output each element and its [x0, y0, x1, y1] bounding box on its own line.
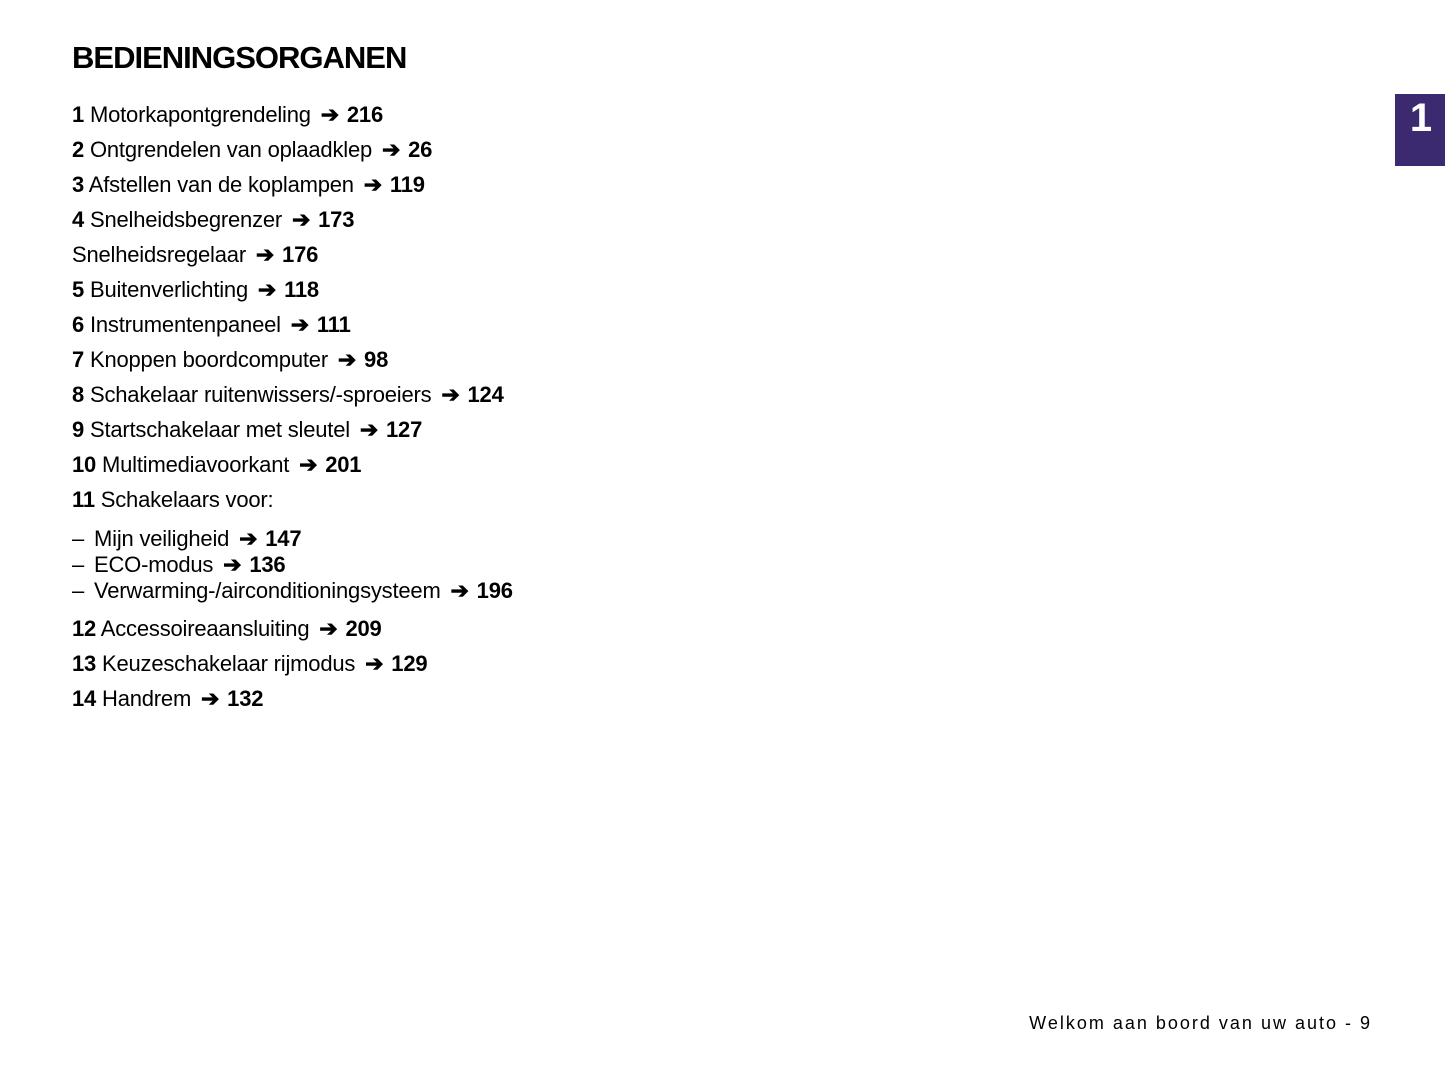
list-item	[72, 98, 513, 133]
arrow-right-icon: ➔	[223, 552, 242, 577]
list-item	[72, 308, 513, 343]
list-item	[72, 448, 513, 483]
arrow-right-icon: ➔	[319, 616, 338, 641]
item-label: Accessoireaansluiting	[100, 616, 310, 641]
item-number: 7	[72, 347, 85, 372]
arrow-right-icon: ➔	[363, 172, 382, 197]
list-item	[72, 203, 513, 238]
list-item	[72, 378, 513, 413]
page-footer: Welkom aan boord van uw auto - 9	[1029, 1013, 1372, 1033]
arrow-right-icon: ➔	[290, 312, 309, 337]
item-number: 9	[72, 417, 85, 442]
item-number: 5	[72, 277, 85, 302]
arrow-right-icon: ➔	[257, 277, 277, 302]
item-number: 13	[72, 651, 97, 676]
arrow-right-icon: ➔	[337, 347, 357, 372]
item-label: Schakelaars voor:	[100, 487, 274, 512]
page-reference[interactable]: 129	[391, 651, 428, 676]
item-number: 14	[72, 686, 97, 711]
arrow-right-icon: ➔	[239, 526, 258, 551]
page-reference[interactable]: 26	[408, 137, 433, 162]
arrow-right-icon: ➔	[381, 137, 401, 162]
page-reference[interactable]: 132	[227, 686, 264, 711]
item-number: 12	[72, 616, 97, 641]
arrow-right-icon: ➔	[320, 102, 339, 127]
item-number: 2	[72, 137, 85, 162]
item-number: 10	[72, 452, 97, 477]
arrow-right-icon: ➔	[201, 686, 220, 711]
controls-list	[72, 98, 513, 717]
item-label: Buitenverlichting	[89, 277, 248, 302]
item-number: 8	[72, 382, 85, 407]
page-reference[interactable]: 136	[249, 552, 286, 577]
item-label: Ontgrendelen van oplaadklep	[89, 137, 373, 162]
arrow-right-icon: ➔	[299, 452, 318, 477]
sub-list-item	[72, 552, 513, 578]
list-item	[72, 612, 513, 647]
dash-bullet: –	[72, 552, 85, 577]
list-item	[72, 682, 513, 717]
item-label: Knoppen boordcomputer	[89, 347, 328, 372]
item-label: Instrumentenpaneel	[89, 312, 281, 337]
dash-bullet: –	[72, 526, 85, 551]
page-reference[interactable]: 209	[345, 616, 382, 641]
item-label: Schakelaar ruitenwissers/-sproeiers	[89, 382, 432, 407]
page-reference[interactable]: 111	[316, 312, 351, 337]
item-number: 1	[72, 102, 85, 127]
page-reference[interactable]: 98	[364, 347, 389, 372]
arrow-right-icon: ➔	[291, 207, 311, 232]
sub-list-item	[72, 578, 513, 604]
item-label: Snelheidsregelaar	[72, 242, 246, 267]
list-item	[72, 413, 513, 448]
item-label: Keuzeschakelaar rijmodus	[102, 651, 356, 676]
sub-item-label: Mijn veiligheid	[94, 526, 230, 551]
arrow-right-icon: ➔	[441, 382, 460, 407]
page-reference[interactable]: 124	[467, 382, 504, 407]
item-label: Snelheidsbegrenzer	[89, 207, 283, 232]
page-reference[interactable]: 176	[282, 242, 319, 267]
item-number: 6	[72, 312, 85, 337]
item-label: Startschakelaar met sleutel	[89, 417, 350, 442]
item-number: 3	[72, 172, 85, 197]
chapter-tab: 1	[1395, 94, 1445, 166]
arrow-right-icon: ➔	[450, 578, 469, 603]
page-reference[interactable]: 147	[265, 526, 302, 551]
item-label: Motorkapontgrendeling	[89, 102, 311, 127]
arrow-right-icon: ➔	[365, 651, 384, 676]
list-item	[72, 273, 513, 308]
item-label: Handrem	[102, 686, 192, 711]
list-item-with-subitems	[72, 483, 513, 612]
list-item	[72, 647, 513, 682]
page-reference[interactable]: 119	[389, 172, 425, 197]
item-number: 11	[72, 487, 95, 512]
arrow-right-icon: ➔	[359, 417, 379, 442]
page-reference[interactable]: 196	[476, 578, 513, 603]
dash-bullet: –	[72, 578, 85, 603]
page-reference[interactable]: 118	[284, 277, 319, 302]
sub-item-label: Verwarming-/airconditioningsysteem	[94, 578, 441, 603]
page-reference[interactable]: 173	[318, 207, 355, 232]
item-label: Multimediavoorkant	[102, 452, 290, 477]
list-item	[72, 238, 513, 273]
sub-list-item	[72, 526, 513, 552]
item-label: Afstellen van de koplampen	[88, 172, 354, 197]
list-item	[72, 133, 513, 168]
page-reference[interactable]: 127	[386, 417, 423, 442]
sub-list	[72, 516, 513, 612]
sub-item-label: ECO-modus	[94, 552, 214, 577]
page-reference[interactable]: 201	[325, 452, 362, 477]
list-item	[72, 168, 513, 203]
arrow-right-icon: ➔	[255, 242, 275, 267]
item-number: 4	[72, 207, 85, 232]
list-item	[72, 343, 513, 378]
page-title: BEDIENINGSORGANEN	[72, 40, 407, 75]
page-reference[interactable]: 216	[346, 102, 383, 127]
